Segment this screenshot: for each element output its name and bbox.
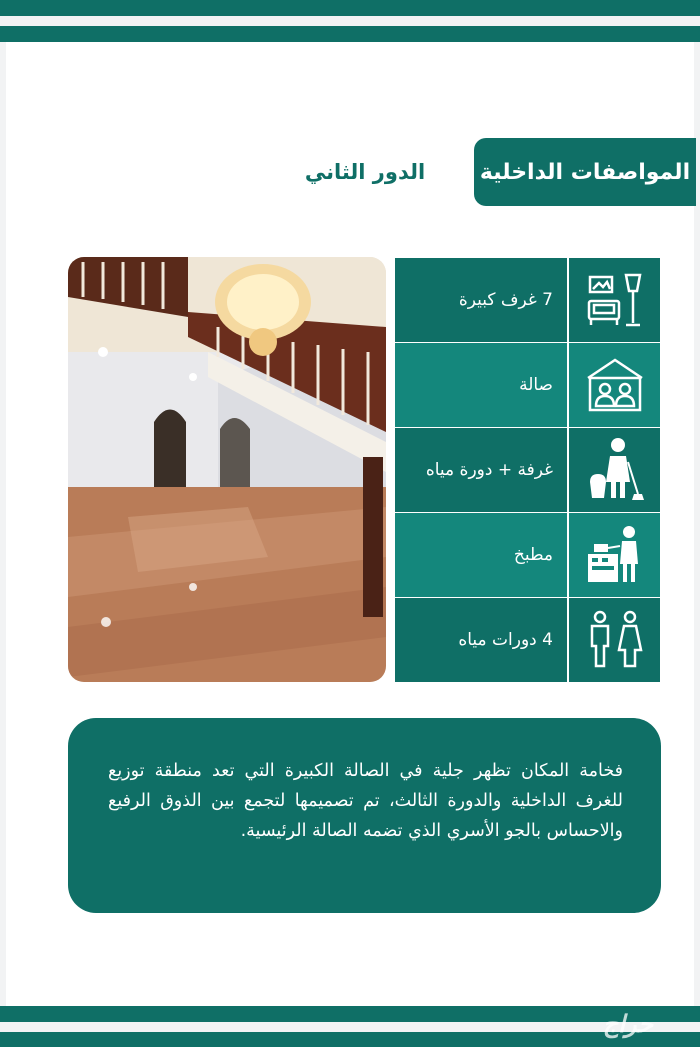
spec-label: 7 غرف كبيرة: [395, 258, 567, 342]
floor-title: الدور الثاني: [304, 160, 426, 184]
spec-label: غرفة + دورة مياه: [395, 428, 567, 512]
interior-photo: [68, 257, 386, 682]
maid-cleaning-icon: [569, 428, 660, 512]
restroom-icon: [569, 598, 660, 682]
spec-row-rooms: [395, 258, 660, 342]
description-box: [68, 718, 661, 913]
spec-row-kitchen: [395, 513, 660, 597]
spec-row-hall: [395, 343, 660, 427]
family-hall-icon: [569, 343, 660, 427]
spec-row-maid-room: [395, 428, 660, 512]
top-accent-bar: [0, 0, 700, 16]
watermark-logo: حراج: [602, 1010, 654, 1038]
top-accent-bar-2: [0, 26, 700, 42]
description-text: فخامة المكان تظهر جلية في الصالة الكبيرة التي تعد منطقة توزيع للغرف الداخلية والدورة الثالث، تم تصميمها لتجمع بين الذوق الرفيع والاحساس بالجو الأسري الذي تضمه الصالة الرئيسية.: [108, 761, 623, 841]
spec-label: 4 دورات مياه: [395, 598, 567, 682]
spec-row-bathrooms: [395, 598, 660, 682]
spec-label: مطبخ: [395, 513, 567, 597]
living-room-icon: [569, 258, 660, 342]
section-title: المواصفات الداخلية: [479, 159, 691, 185]
hall-staircase-image: [68, 257, 386, 682]
spec-label: صالة: [395, 343, 567, 427]
chef-kitchen-icon: [569, 513, 660, 597]
section-title-tab: [474, 138, 696, 206]
